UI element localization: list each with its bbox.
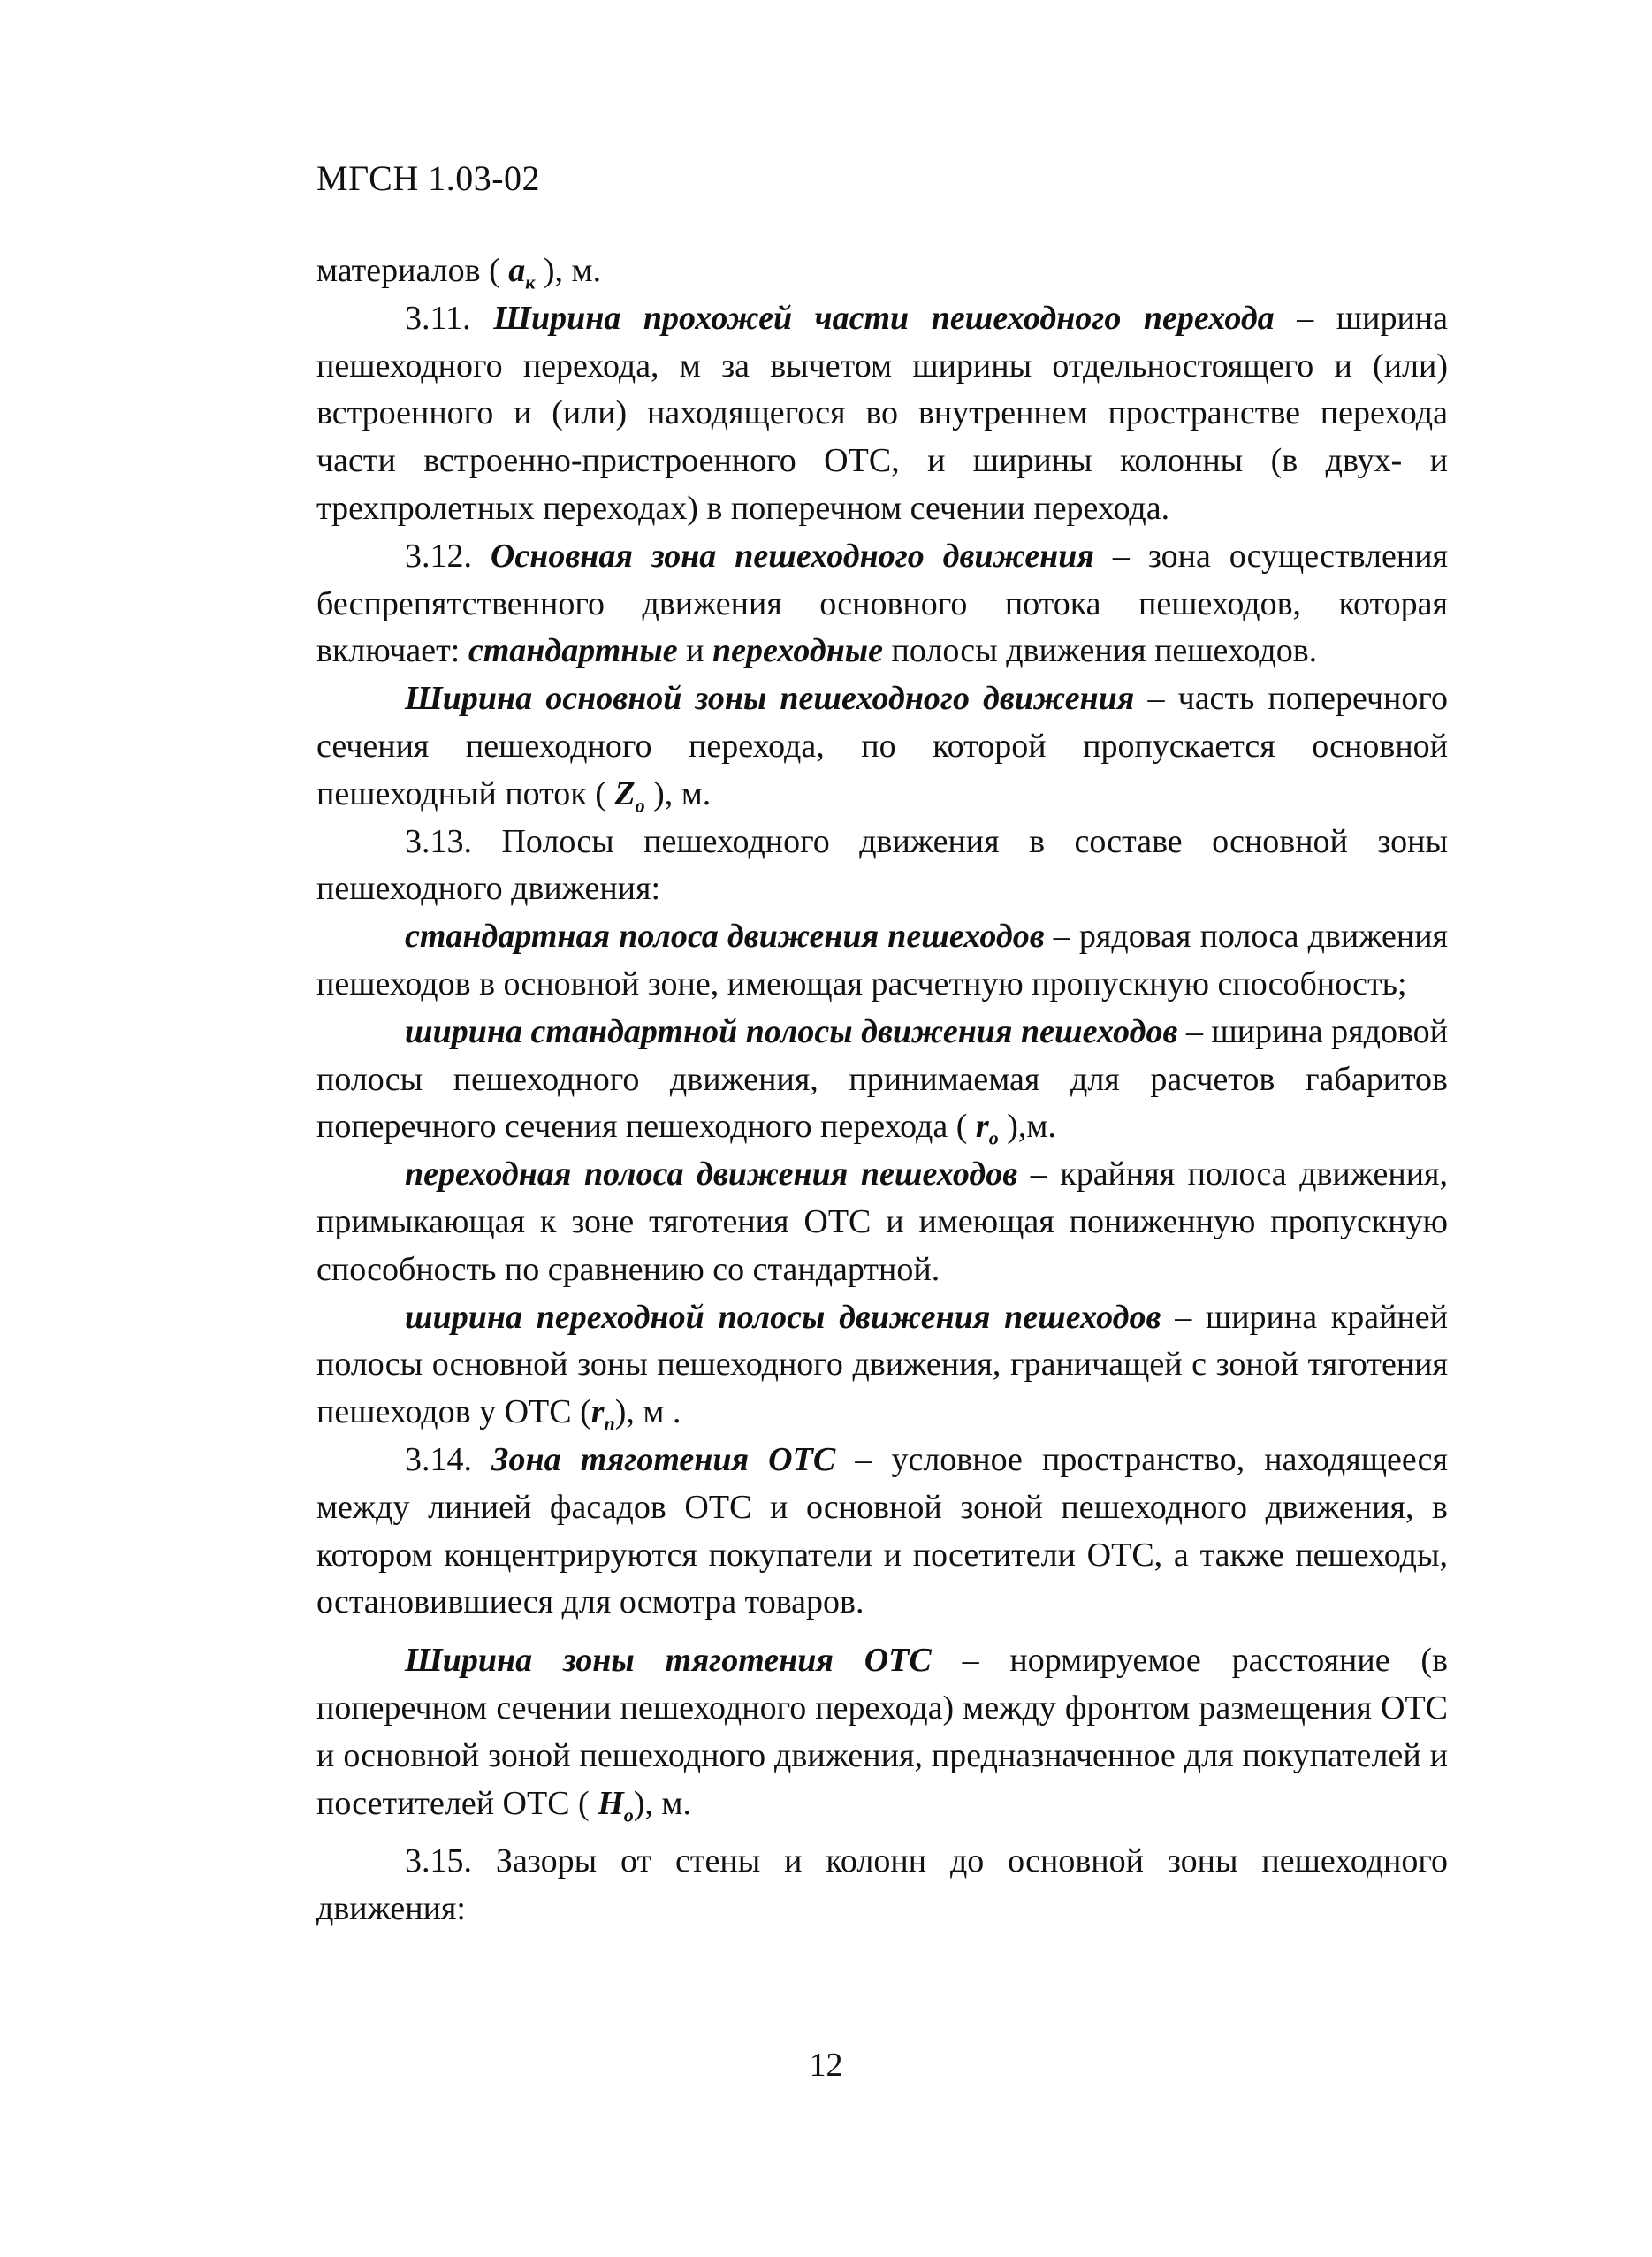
paragraph-text: – зона осуществления беспрепятственного движения основного потока пешеходов, которая включает:	[316, 537, 1449, 670]
defined-term: переходные	[712, 632, 884, 670]
defined-term: Основная зона пешеходного движения	[490, 537, 1094, 575]
paragraph-text: полосы движения пешеходов.	[891, 632, 1318, 670]
paragraph-3-11	[316, 295, 1448, 533]
clause-number: 3.11.	[405, 299, 471, 337]
defined-term: ширина переходной полосы движения пешеходов	[405, 1298, 1161, 1336]
paragraph-tail: ),м.	[1007, 1108, 1056, 1146]
paragraph-3-13-standard-lane	[316, 913, 1448, 1009]
clause-number: 3.12.	[405, 537, 472, 575]
defined-term: стандартная полоса движения пешеходов	[405, 918, 1045, 956]
defined-term: переходная полоса движения пешеходов	[405, 1155, 1018, 1193]
paragraph-text: – нормируемое расстояние (в поперечном сечении пешеходного перехода) между фронтом размещения ОТС и основной зоной пешеходного движения, предназначенное для покупателей и посетителей ОТС (	[316, 1642, 1449, 1822]
paragraph-text: и	[686, 632, 704, 670]
paragraph-3-15	[316, 1838, 1448, 1933]
symbol: $a_к$	[508, 252, 536, 294]
clause-number: 3.15.	[405, 1842, 472, 1880]
paragraph-text: – ширина крайней полосы основной зоны пешеходного движения, граничащей с зоной тяготения пешеходов у ОТС (	[316, 1298, 1448, 1431]
paragraph-3-13	[316, 819, 1448, 914]
symbol: $H_o$	[598, 1784, 634, 1826]
clause-number: 3.14.	[405, 1440, 472, 1478]
clause-number: 3.13.	[405, 822, 472, 860]
paragraph-3-14-width	[316, 1637, 1448, 1827]
page-number: 12	[809, 2047, 843, 2084]
paragraph-3-13-transition-lane	[316, 1151, 1448, 1293]
paragraph-tail: ), м.	[543, 252, 602, 289]
paragraph-tail: ), м.	[633, 1784, 691, 1822]
symbol: $Z_o$	[614, 774, 645, 817]
defined-term: Ширина основной зоны пешеходного движения	[405, 680, 1135, 718]
symbol: $r_п$	[590, 1393, 615, 1435]
paragraph-text: Зазоры от стены и колонн до основной зоны пешеходного движения:	[316, 1842, 1448, 1928]
defined-term: ширина стандартной полосы движения пешеходов	[405, 1012, 1178, 1050]
paragraph-text: – рядовая полоса движения пешеходов в основной зоне, имеющая расчетную пропускную способность;	[316, 918, 1449, 1003]
paragraph-text: материалов (	[316, 252, 500, 289]
paragraph-continuation	[316, 248, 1448, 295]
paragraph-text: – часть поперечного сечения пешеходного перехода, по которой пропускается основной пешеходный поток (	[316, 680, 1449, 812]
defined-term: Зона тяготения ОТС	[491, 1440, 836, 1478]
paragraph-3-12-width	[316, 675, 1448, 818]
document-body	[316, 248, 1448, 1933]
paragraph-3-14	[316, 1437, 1448, 1627]
document-code-header: МГСН 1.03-02	[316, 158, 541, 198]
paragraph-3-13-transition-lane-width	[316, 1294, 1448, 1437]
paragraph-text: – условное пространство, находящееся между линией фасадов ОТС и основной зоной пешеходного движения, в котором концентрируются покупатели и посетители ОТС, а также пешеходы, остановившиеся для осмотра товаров.	[316, 1440, 1448, 1621]
paragraph-3-13-standard-lane-width	[316, 1009, 1448, 1151]
paragraph-tail: ), м.	[653, 774, 712, 812]
paragraph-tail: ), м .	[614, 1393, 681, 1431]
defined-term: Ширина прохожей части пешеходного перехода	[493, 299, 1275, 337]
paragraph-text: – крайняя полоса движения, примыкающая к зоне тяготения ОТС и имеющая пониженную пропускную способность по сравнению со стандартной.	[316, 1155, 1449, 1288]
paragraph-text: Полосы пешеходного движения в составе основной зоны пешеходного движения:	[316, 822, 1449, 908]
defined-term: стандартные	[468, 632, 678, 670]
paragraph-text: – ширина рядовой полосы пешеходного движения, принимаемая для расчетов габаритов поперечного сечения пешеходного перехода (	[316, 1012, 1448, 1146]
defined-term: Ширина зоны тяготения ОТС	[405, 1642, 932, 1680]
paragraph-text: – ширина пешеходного перехода, м за вычетом ширины отдельностоящего и (или) встроенного и (или) находящегося во внутреннем пространстве перехода части встроенно-пристроенного ОТС, и ширины колонны (в двух- и трехпролетных переходах) в поперечном сечении перехода.	[316, 299, 1449, 527]
symbol: $r_o$	[975, 1108, 999, 1149]
paragraph-3-12	[316, 533, 1448, 675]
